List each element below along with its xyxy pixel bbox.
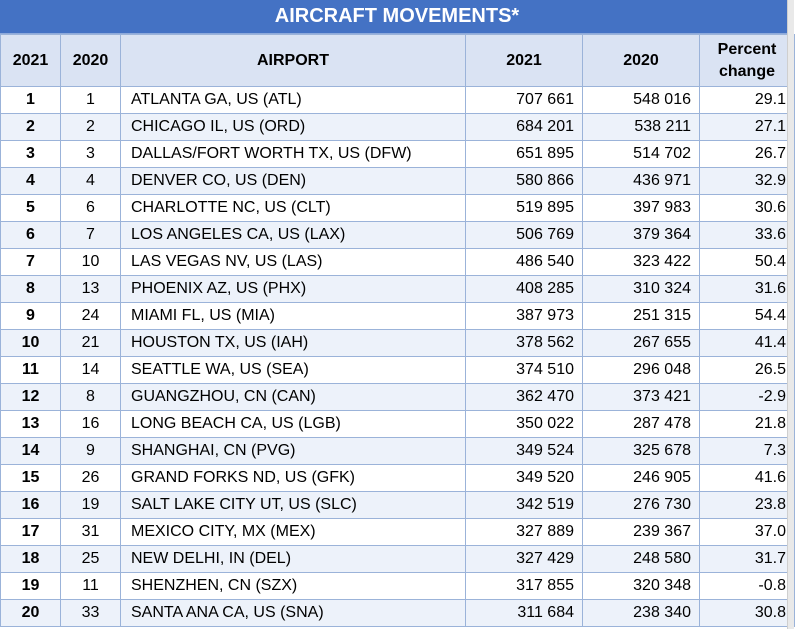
table-row xyxy=(1,303,795,330)
rank-2020-cell: 16 xyxy=(61,411,121,438)
movements-2021-cell: 707 661 xyxy=(466,87,583,114)
airport-cell: SANTA ANA CA, US (SNA) xyxy=(121,600,466,627)
airport-cell: NEW DELHI, IN (DEL) xyxy=(121,546,466,573)
airport-cell: GUANGZHOU, CN (CAN) xyxy=(121,384,466,411)
percent-change-cell: 41.4 xyxy=(700,330,795,357)
rank-2021-cell: 9 xyxy=(1,303,61,330)
movements-2020-cell: 436 971 xyxy=(583,168,700,195)
movements-2020-cell: 287 478 xyxy=(583,411,700,438)
movements-2021-cell: 506 769 xyxy=(466,222,583,249)
percent-change-cell: 32.9 xyxy=(700,168,795,195)
percent-change-cell: 27.1 xyxy=(700,114,795,141)
movements-2021-cell: 327 429 xyxy=(466,546,583,573)
movements-2021-cell: 317 855 xyxy=(466,573,583,600)
header-movements-2021: 2021 xyxy=(466,35,583,87)
movements-2020-cell: 538 211 xyxy=(583,114,700,141)
movements-2021-cell: 387 973 xyxy=(466,303,583,330)
percent-change-cell: 41.6 xyxy=(700,465,795,492)
rank-2020-cell: 2 xyxy=(61,114,121,141)
aircraft-movements-table xyxy=(0,34,795,627)
table-row xyxy=(1,195,795,222)
movements-2020-cell: 325 678 xyxy=(583,438,700,465)
movements-2020-cell: 246 905 xyxy=(583,465,700,492)
rank-2020-cell: 31 xyxy=(61,519,121,546)
airport-cell: SHANGHAI, CN (PVG) xyxy=(121,438,466,465)
percent-change-cell: 26.5 xyxy=(700,357,795,384)
table-row xyxy=(1,249,795,276)
table-row xyxy=(1,87,795,114)
table-row xyxy=(1,600,795,627)
header-percent-change xyxy=(700,35,795,87)
header-rank-2020: 2020 xyxy=(61,35,121,87)
airport-cell: CHARLOTTE NC, US (CLT) xyxy=(121,195,466,222)
movements-2020-cell: 320 348 xyxy=(583,573,700,600)
percent-change-cell: 21.8 xyxy=(700,411,795,438)
movements-2021-cell: 580 866 xyxy=(466,168,583,195)
rank-2021-cell: 4 xyxy=(1,168,61,195)
table-row xyxy=(1,411,795,438)
rank-2021-cell: 18 xyxy=(1,546,61,573)
table-row xyxy=(1,168,795,195)
rank-2020-cell: 4 xyxy=(61,168,121,195)
movements-2020-cell: 248 580 xyxy=(583,546,700,573)
movements-2021-cell: 651 895 xyxy=(466,141,583,168)
rank-2021-cell: 20 xyxy=(1,600,61,627)
movements-2020-cell: 276 730 xyxy=(583,492,700,519)
header-movements-2020: 2020 xyxy=(583,35,700,87)
table-row xyxy=(1,222,795,249)
rank-2020-cell: 25 xyxy=(61,546,121,573)
movements-2021-cell: 374 510 xyxy=(466,357,583,384)
rank-2021-cell: 1 xyxy=(1,87,61,114)
airport-cell: MEXICO CITY, MX (MEX) xyxy=(121,519,466,546)
rank-2021-cell: 14 xyxy=(1,438,61,465)
movements-2020-cell: 514 702 xyxy=(583,141,700,168)
percent-change-cell: 7.3 xyxy=(700,438,795,465)
table-row xyxy=(1,465,795,492)
airport-cell: DENVER CO, US (DEN) xyxy=(121,168,466,195)
rank-2020-cell: 21 xyxy=(61,330,121,357)
movements-2020-cell: 239 367 xyxy=(583,519,700,546)
rank-2021-cell: 2 xyxy=(1,114,61,141)
airport-cell: HOUSTON TX, US (IAH) xyxy=(121,330,466,357)
movements-2021-cell: 349 520 xyxy=(466,465,583,492)
rank-2021-cell: 5 xyxy=(1,195,61,222)
header-row xyxy=(1,35,795,87)
table-row xyxy=(1,384,795,411)
percent-change-cell: 23.8 xyxy=(700,492,795,519)
percent-change-cell: 31.7 xyxy=(700,546,795,573)
movements-2021-cell: 327 889 xyxy=(466,519,583,546)
movements-2020-cell: 238 340 xyxy=(583,600,700,627)
movements-2021-cell: 362 470 xyxy=(466,384,583,411)
rank-2020-cell: 3 xyxy=(61,141,121,168)
movements-2020-cell: 296 048 xyxy=(583,357,700,384)
rank-2021-cell: 19 xyxy=(1,573,61,600)
movements-2021-cell: 408 285 xyxy=(466,276,583,303)
percent-change-cell: -2.9 xyxy=(700,384,795,411)
rank-2020-cell: 9 xyxy=(61,438,121,465)
rank-2020-cell: 6 xyxy=(61,195,121,222)
movements-2020-cell: 267 655 xyxy=(583,330,700,357)
header-airport: AIRPORT xyxy=(121,35,466,87)
movements-2021-cell: 342 519 xyxy=(466,492,583,519)
rank-2021-cell: 13 xyxy=(1,411,61,438)
percent-change-cell: -0.8 xyxy=(700,573,795,600)
movements-2020-cell: 310 324 xyxy=(583,276,700,303)
airport-cell: GRAND FORKS ND, US (GFK) xyxy=(121,465,466,492)
rank-2020-cell: 13 xyxy=(61,276,121,303)
header-rank-2021: 2021 xyxy=(1,35,61,87)
airport-cell: LONG BEACH CA, US (LGB) xyxy=(121,411,466,438)
rank-2020-cell: 24 xyxy=(61,303,121,330)
rank-2020-cell: 8 xyxy=(61,384,121,411)
movements-2021-cell: 684 201 xyxy=(466,114,583,141)
table-row xyxy=(1,546,795,573)
airport-cell: LAS VEGAS NV, US (LAS) xyxy=(121,249,466,276)
movements-2020-cell: 373 421 xyxy=(583,384,700,411)
rank-2020-cell: 1 xyxy=(61,87,121,114)
table-row xyxy=(1,573,795,600)
percent-change-cell: 54.4 xyxy=(700,303,795,330)
header-percent-line1: Percent xyxy=(717,40,777,58)
movements-2020-cell: 548 016 xyxy=(583,87,700,114)
header-percent-line2: change xyxy=(718,62,775,80)
rank-2021-cell: 8 xyxy=(1,276,61,303)
rank-2020-cell: 11 xyxy=(61,573,121,600)
movements-2021-cell: 349 524 xyxy=(466,438,583,465)
table-row xyxy=(1,330,795,357)
airport-cell: LOS ANGELES CA, US (LAX) xyxy=(121,222,466,249)
movements-2021-cell: 519 895 xyxy=(466,195,583,222)
rank-2021-cell: 7 xyxy=(1,249,61,276)
rank-2020-cell: 10 xyxy=(61,249,121,276)
rank-2020-cell: 26 xyxy=(61,465,121,492)
airport-cell: PHOENIX AZ, US (PHX) xyxy=(121,276,466,303)
rank-2021-cell: 3 xyxy=(1,141,61,168)
rank-2021-cell: 6 xyxy=(1,222,61,249)
airport-cell: SALT LAKE CITY UT, US (SLC) xyxy=(121,492,466,519)
table-row xyxy=(1,492,795,519)
movements-2021-cell: 350 022 xyxy=(466,411,583,438)
rank-2021-cell: 12 xyxy=(1,384,61,411)
airport-cell: DALLAS/FORT WORTH TX, US (DFW) xyxy=(121,141,466,168)
table-row xyxy=(1,276,795,303)
movements-2020-cell: 397 983 xyxy=(583,195,700,222)
movements-2020-cell: 323 422 xyxy=(583,249,700,276)
rank-2021-cell: 17 xyxy=(1,519,61,546)
table-row xyxy=(1,141,795,168)
rank-2021-cell: 11 xyxy=(1,357,61,384)
rank-2021-cell: 16 xyxy=(1,492,61,519)
table-row xyxy=(1,114,795,141)
airport-cell: SEATTLE WA, US (SEA) xyxy=(121,357,466,384)
percent-change-cell: 31.6 xyxy=(700,276,795,303)
airport-cell: ATLANTA GA, US (ATL) xyxy=(121,87,466,114)
table-row xyxy=(1,357,795,384)
movements-2021-cell: 486 540 xyxy=(466,249,583,276)
airport-cell: MIAMI FL, US (MIA) xyxy=(121,303,466,330)
percent-change-cell: 37.0 xyxy=(700,519,795,546)
movements-2020-cell: 251 315 xyxy=(583,303,700,330)
airport-cell: CHICAGO IL, US (ORD) xyxy=(121,114,466,141)
airport-cell: SHENZHEN, CN (SZX) xyxy=(121,573,466,600)
percent-change-cell: 30.8 xyxy=(700,600,795,627)
rank-2021-cell: 15 xyxy=(1,465,61,492)
rank-2020-cell: 19 xyxy=(61,492,121,519)
percent-change-cell: 29.1 xyxy=(700,87,795,114)
movements-2020-cell: 379 364 xyxy=(583,222,700,249)
rank-2020-cell: 14 xyxy=(61,357,121,384)
table-row xyxy=(1,519,795,546)
percent-change-cell: 26.7 xyxy=(700,141,795,168)
rank-2020-cell: 33 xyxy=(61,600,121,627)
movements-2021-cell: 311 684 xyxy=(466,600,583,627)
rank-2020-cell: 7 xyxy=(61,222,121,249)
table-row xyxy=(1,438,795,465)
table-title: AIRCRAFT MOVEMENTS* xyxy=(0,0,794,34)
vertical-scrollbar[interactable] xyxy=(787,0,794,629)
percent-change-cell: 33.6 xyxy=(700,222,795,249)
percent-change-cell: 30.6 xyxy=(700,195,795,222)
table-body xyxy=(1,87,795,627)
rank-2021-cell: 10 xyxy=(1,330,61,357)
percent-change-cell: 50.4 xyxy=(700,249,795,276)
movements-2021-cell: 378 562 xyxy=(466,330,583,357)
